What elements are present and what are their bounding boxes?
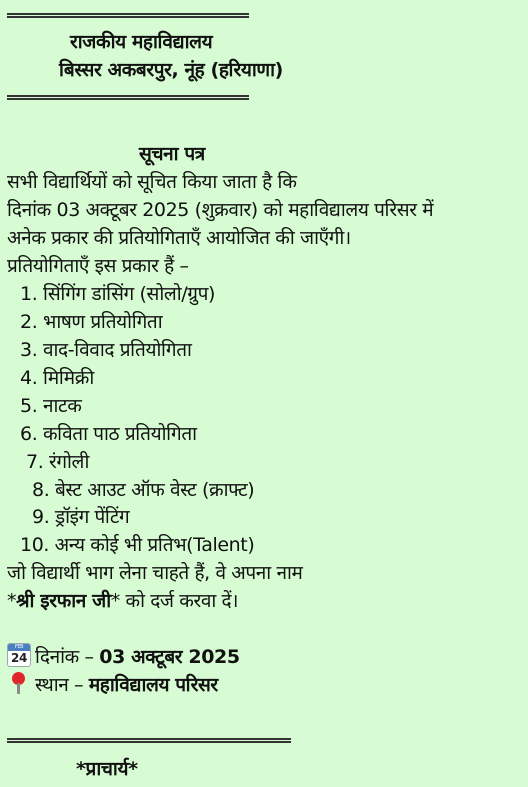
location-value: महाविद्यालय परिसर [88, 674, 218, 696]
register-star: * [7, 590, 17, 612]
list-item: 7. रंगोली [26, 451, 89, 473]
signatory: *प्राचार्य* [76, 758, 138, 780]
list-item: 1. सिंगिंग डांसिंग (सोलो/ग्रुप) [20, 283, 215, 305]
date-value: 03 अक्टूबर 2025 [99, 646, 240, 668]
college-location: बिस्सर अकबरपुर, नूंह (हरियाणा) [59, 59, 283, 81]
notice-title: सूचना पत्र [139, 143, 205, 165]
list-item: 10. अन्य कोई भी प्रतिभ(Talent) [20, 534, 255, 556]
contact-name: श्री इरफान जी [16, 590, 111, 612]
calendar-icon-day: 24 [11, 651, 27, 665]
date-row [7, 643, 240, 671]
location-label: स्थान – [35, 674, 89, 696]
calendar-icon [7, 643, 31, 667]
location-row [7, 671, 218, 699]
bottom-double-rule [7, 738, 291, 743]
list-item: 2. भाषण प्रतियोगिता [20, 311, 163, 333]
date-label: दिनांक – [35, 646, 100, 668]
top-double-rule-1 [7, 13, 249, 18]
top-double-rule-2 [7, 95, 249, 100]
intro-line-2: दिनांक 03 अक्टूबर 2025 (शुक्रवार) को महाविद्यालय परिसर में [7, 199, 434, 221]
list-item: 6. कविता पाठ प्रतियोगिता [20, 423, 197, 445]
list-item: 5. नाटक [20, 395, 82, 417]
intro-line-3: अनेक प्रकार की प्रतियोगिताएँ आयोजित की जाएँगी। [7, 227, 351, 249]
list-item: 9. ड्रॉइंग पेंटिंग [32, 506, 130, 528]
list-heading: प्रतियोगिताएँ इस प्रकार हैं – [7, 255, 189, 277]
list-item: 4. मिमिक्री [20, 367, 94, 389]
intro-line-1: सभी विद्यार्थियों को सूचित किया जाता है कि [7, 171, 297, 193]
list-item: 3. वाद-विवाद प्रतियोगिता [20, 339, 192, 361]
calendar-icon-month: FEB [8, 644, 30, 651]
college-name: राजकीय महाविद्यालय [70, 31, 213, 53]
register-line-1: जो विद्यार्थी भाग लेना चाहते हैं, वे अपना नाम [7, 562, 303, 584]
register-line-2 [7, 587, 238, 615]
pin-icon [7, 671, 31, 695]
register-rest: * को दर्ज करवा दें। [110, 590, 239, 612]
list-item: 8. बेस्ट आउट ऑफ वेस्ट (क्राफ्ट) [32, 479, 255, 501]
